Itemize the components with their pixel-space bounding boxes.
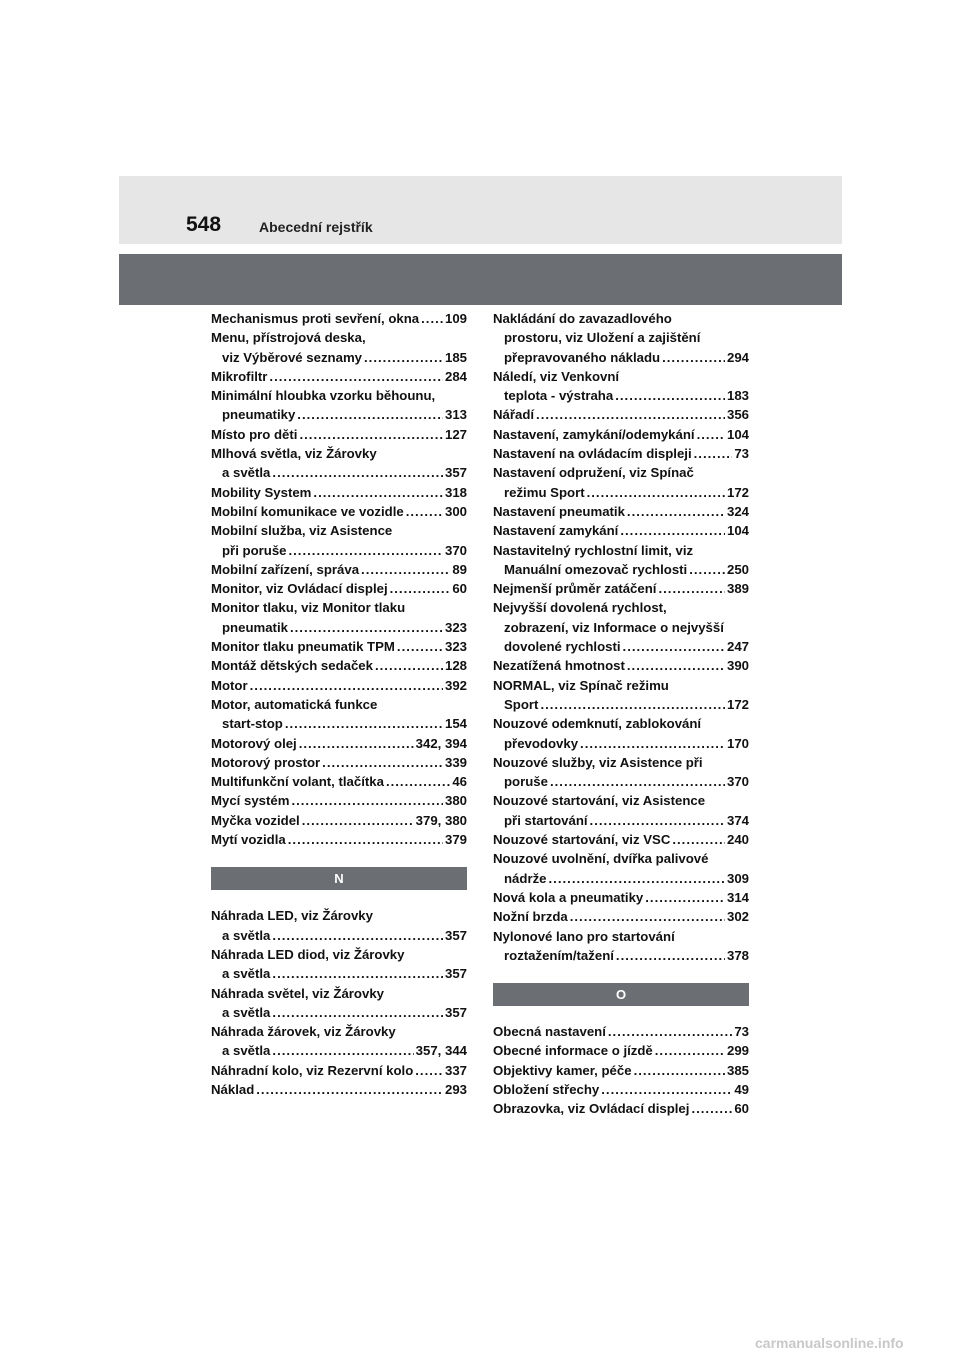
index-entry — [493, 656, 749, 675]
entry-page-number: 323 — [444, 619, 467, 635]
entry-text: zobrazení, viz Informace o nejvyšší — [504, 619, 724, 635]
entry-page-number: 299 — [726, 1043, 749, 1059]
entry-text: a světla — [222, 927, 271, 943]
entry-text: při startování — [504, 812, 588, 828]
entry-page-number: 389 — [726, 581, 749, 597]
entry-text: Nouzové služby, viz Asistence při — [493, 754, 703, 770]
dot-leader — [620, 521, 725, 540]
dot-leader — [272, 463, 443, 482]
entry-text: Nejmenší průměr zatáčení — [493, 581, 657, 597]
entry-text: Nová kola a pneumatiky — [493, 889, 644, 905]
entry-text: Motor, automatická funkce — [211, 696, 378, 712]
entry-text: Náhrada LED diod, viz Žárovky — [211, 946, 405, 962]
dot-leader — [299, 734, 414, 753]
index-entry — [493, 598, 749, 656]
entry-text: Obecné informace o jízdě — [493, 1043, 653, 1059]
entry-text: Mycí systém — [211, 793, 290, 809]
index-entry — [211, 906, 467, 945]
index-entry — [211, 984, 467, 1023]
index-entry — [493, 444, 749, 463]
index-entry — [493, 830, 749, 849]
entry-page-number: 302 — [726, 909, 749, 925]
entry-text: režimu Sport — [504, 484, 585, 500]
index-entry — [211, 483, 467, 502]
dot-leader — [285, 714, 443, 733]
entry-page-number: 385 — [726, 1062, 749, 1078]
entry-text: Minimální hloubka vzorku běhounu, — [211, 388, 436, 404]
entry-page-number: 379, 380 — [415, 812, 467, 828]
index-entry — [493, 888, 749, 907]
entry-text: Mobilní služba, viz Asistence — [211, 523, 393, 539]
entry-text: Montáž dětských sedaček — [211, 658, 373, 674]
entry-page-number: 318 — [444, 484, 467, 500]
dot-leader — [397, 637, 443, 656]
entry-text: Mobility System — [211, 484, 312, 500]
dot-leader — [616, 946, 725, 965]
dot-leader — [658, 579, 725, 598]
entry-text: Náhrada světel, viz Žárovky — [211, 985, 384, 1001]
dot-leader — [302, 811, 414, 830]
entry-text: Náhrada LED, viz Žárovky — [211, 908, 373, 924]
entry-text: Nejvyšší dovolená rychlost, — [493, 600, 667, 616]
index-entry — [211, 830, 467, 849]
index-entry — [493, 1080, 749, 1099]
entry-text: prostoru, viz Uložení a zajištění — [504, 330, 701, 346]
dot-leader — [608, 1022, 732, 1041]
entry-text: Náhrada žárovek, viz Žárovky — [211, 1024, 396, 1040]
entry-page-number: 378 — [726, 947, 749, 963]
entry-text: Sport — [504, 696, 539, 712]
entry-text: viz Výběrové seznamy — [222, 349, 363, 365]
index-entry — [493, 791, 749, 830]
index-entry — [211, 425, 467, 444]
entry-text: Multifunkční volant, tlačítka — [211, 774, 384, 790]
entry-page-number: 89 — [452, 561, 467, 577]
dot-leader — [672, 830, 725, 849]
entry-page-number: 60 — [734, 1101, 749, 1117]
entry-text: a světla — [222, 1043, 271, 1059]
index-entry — [211, 521, 467, 560]
index-entry — [211, 598, 467, 637]
dot-leader — [288, 830, 443, 849]
header-band — [119, 176, 842, 244]
dot-leader — [550, 772, 725, 791]
entry-text: a světla — [222, 1004, 271, 1020]
dot-leader — [549, 869, 725, 888]
entry-text: Mobilní zařízení, správa — [211, 561, 360, 577]
entry-text: Motorový prostor — [211, 754, 321, 770]
entry-page-number: 379 — [444, 832, 467, 848]
dot-leader — [299, 425, 443, 444]
entry-text: a světla — [222, 966, 271, 982]
dot-leader — [250, 676, 443, 695]
entry-page-number: 247 — [726, 639, 749, 655]
index-entry — [493, 753, 749, 792]
dot-leader — [375, 656, 443, 675]
entry-page-number: 357 — [444, 927, 467, 943]
index-entry — [493, 927, 749, 966]
entry-page-number: 313 — [444, 407, 467, 423]
entry-page-number: 240 — [726, 832, 749, 848]
entry-text: Nouzové uvolnění, dvířka palivové — [493, 851, 709, 867]
entry-page-number: 293 — [444, 1081, 467, 1097]
entry-page-number: 172 — [726, 484, 749, 500]
entry-page-number: 380 — [444, 793, 467, 809]
entry-text: start-stop — [222, 716, 283, 732]
entry-page-number: 170 — [726, 735, 749, 751]
entry-text: Motor — [211, 677, 248, 693]
index-entry — [493, 425, 749, 444]
entry-text: roztažením/tažení — [504, 947, 614, 963]
dot-leader — [689, 560, 725, 579]
index-entry — [211, 1061, 467, 1080]
dot-leader — [623, 637, 725, 656]
entry-text: Nožní brzda — [493, 909, 568, 925]
entry-page-number: 127 — [444, 426, 467, 442]
entry-text: Monitor tlaku pneumatik TPM — [211, 639, 395, 655]
entry-text: Nouzové startování, viz VSC — [493, 832, 671, 848]
index-entry — [211, 386, 467, 425]
entry-text: a světla — [222, 465, 271, 481]
entry-text: Náledí, viz Venkovní — [493, 368, 620, 384]
entry-page-number: 370 — [726, 774, 749, 790]
index-entry — [211, 367, 467, 386]
index-entry — [211, 791, 467, 810]
index-entry — [211, 1080, 467, 1099]
entry-page-number: 154 — [444, 716, 467, 732]
dot-leader — [536, 405, 725, 424]
entry-page-number: 60 — [452, 581, 467, 597]
entry-text: Myčka vozidel — [211, 812, 300, 828]
entry-page-number: 324 — [726, 503, 749, 519]
letter-heading: O — [493, 983, 749, 1006]
dot-leader — [615, 386, 725, 405]
entry-page-number: 323 — [444, 639, 467, 655]
entry-page-number: 374 — [726, 812, 749, 828]
index-entry — [493, 463, 749, 502]
dot-leader — [406, 502, 443, 521]
index-entry — [493, 521, 749, 540]
dot-leader — [269, 367, 443, 386]
entry-text: Objektivy kamer, péče — [493, 1062, 632, 1078]
entry-page-number: 357 — [444, 966, 467, 982]
dot-leader — [386, 772, 450, 791]
entry-page-number: 109 — [444, 311, 467, 326]
index-entry — [211, 753, 467, 772]
entry-text: nádrže — [504, 870, 547, 886]
entry-page-number: 73 — [734, 1024, 749, 1040]
entry-page-number: 250 — [726, 561, 749, 577]
entry-text: Náhradní kolo, viz Rezervní kolo — [211, 1062, 414, 1078]
index-entry — [493, 1061, 749, 1080]
entry-text: Nastavení odpružení, viz Spínač — [493, 465, 694, 481]
header-dark-band — [119, 254, 842, 305]
entry-text: Nastavení, zamykání/odemykání — [493, 426, 695, 442]
dot-leader — [645, 888, 725, 907]
index-entry — [493, 502, 749, 521]
index-entry — [211, 328, 467, 367]
entry-page-number: 300 — [444, 503, 467, 519]
entry-text: Motorový olej — [211, 735, 297, 751]
index-column-left — [211, 309, 467, 1099]
index-entry — [211, 637, 467, 656]
entry-page-number: 104 — [726, 523, 749, 539]
index-entry — [493, 309, 749, 367]
dot-leader — [662, 348, 725, 367]
entry-text: pneumatik — [222, 619, 288, 635]
dot-leader — [361, 560, 450, 579]
dot-leader — [415, 1061, 443, 1080]
dot-leader — [288, 541, 443, 560]
entry-text: Nouzové startování, viz Asistence — [493, 793, 706, 809]
dot-leader — [627, 502, 725, 521]
section-title: Abecední rejstřík — [259, 219, 373, 235]
page-number: 548 — [186, 213, 222, 236]
dot-leader — [694, 444, 733, 463]
entry-text: Mobilní komunikace ve vozidle — [211, 503, 404, 519]
entry-text: Nastavení pneumatik — [493, 503, 625, 519]
entry-page-number: 357 — [444, 1004, 467, 1020]
index-entry — [493, 405, 749, 424]
entry-page-number: 294 — [726, 349, 749, 365]
dot-leader — [634, 1061, 725, 1080]
entry-text: NORMAL, viz Spínač režimu — [493, 677, 669, 693]
entry-text: Nastavení na ovládacím displeji — [493, 446, 692, 462]
dot-leader — [697, 425, 725, 444]
entry-page-number: 73 — [734, 446, 749, 462]
entry-text: Nakládání do zavazadlového — [493, 311, 672, 326]
index-entry — [211, 676, 467, 695]
entry-page-number: 342, 394 — [415, 735, 467, 751]
index-entry — [211, 444, 467, 483]
dot-leader — [570, 907, 725, 926]
index-entry — [211, 772, 467, 791]
index-entry — [493, 1041, 749, 1060]
entry-text: Mlhová světla, viz Žárovky — [211, 446, 377, 462]
dot-leader — [272, 1041, 413, 1060]
dot-leader — [627, 656, 725, 675]
entry-text: Mechanismus proti sevření, okna — [211, 311, 420, 326]
index-column-right — [493, 309, 749, 1119]
entry-text: Manuální omezovač rychlosti — [504, 561, 688, 577]
entry-page-number: 183 — [726, 388, 749, 404]
entry-text: Mikrofiltr — [211, 368, 268, 384]
entry-page-number: 370 — [444, 542, 467, 558]
dot-leader — [691, 1099, 732, 1118]
index-entry — [211, 579, 467, 598]
dot-leader — [297, 405, 443, 424]
entry-text: Obrazovka, viz Ovládací displej — [493, 1101, 690, 1117]
entry-text: pneumatiky — [222, 407, 296, 423]
dot-leader — [540, 695, 725, 714]
entry-text: při poruše — [222, 542, 287, 558]
index-entry — [211, 656, 467, 675]
entry-page-number: 309 — [726, 870, 749, 886]
dot-leader — [655, 1041, 725, 1060]
entry-page-number: 49 — [734, 1081, 749, 1097]
index-entry — [211, 734, 467, 753]
entry-page-number: 356 — [726, 407, 749, 423]
entry-page-number: 284 — [444, 368, 467, 384]
entry-text: Obecná nastavení — [493, 1024, 606, 1040]
index-entry — [211, 1022, 467, 1061]
entry-page-number: 339 — [444, 754, 467, 770]
entry-text: poruše — [504, 774, 548, 790]
entry-page-number: 104 — [726, 426, 749, 442]
entry-text: Monitor, viz Ovládací displej — [211, 581, 388, 597]
entry-text: Náklad — [211, 1081, 255, 1097]
entry-text: Nastavení zamykání — [493, 523, 619, 539]
entry-text: Místo pro děti — [211, 426, 298, 442]
index-entry — [493, 579, 749, 598]
entry-page-number: 357 — [444, 465, 467, 481]
index-entry — [493, 907, 749, 926]
entry-page-number: 185 — [444, 349, 467, 365]
index-entry — [211, 560, 467, 579]
dot-leader — [364, 348, 443, 367]
index-entry — [493, 367, 749, 406]
index-entry — [493, 541, 749, 580]
dot-leader — [256, 1080, 443, 1099]
index-entry — [493, 676, 749, 715]
entry-text: Monitor tlaku, viz Monitor tlaku — [211, 600, 406, 616]
dot-leader — [322, 753, 443, 772]
entry-text: Nezatížená hmotnost — [493, 658, 625, 674]
dot-leader — [290, 618, 443, 637]
entry-text: teplota - výstraha — [504, 388, 614, 404]
entry-page-number: 392 — [444, 677, 467, 693]
index-entry — [211, 945, 467, 984]
dot-leader — [580, 734, 725, 753]
entry-page-number: 357, 344 — [415, 1043, 467, 1059]
dot-leader — [590, 811, 725, 830]
dot-leader — [272, 1003, 443, 1022]
entry-text: Menu, přístrojová deska, — [211, 330, 366, 346]
dot-leader — [313, 483, 443, 502]
entry-text: převodovky — [504, 735, 579, 751]
entry-page-number: 337 — [444, 1062, 467, 1078]
entry-page-number: 314 — [726, 889, 749, 905]
index-entry — [211, 811, 467, 830]
entry-page-number: 172 — [726, 696, 749, 712]
dot-leader — [601, 1080, 732, 1099]
watermark: carmanualsonline.info — [755, 1335, 904, 1351]
dot-leader — [272, 964, 443, 983]
dot-leader — [390, 579, 451, 598]
entry-text: Nylonové lano pro startování — [493, 928, 675, 944]
index-entry — [493, 714, 749, 753]
entry-text: Nářadí — [493, 407, 535, 423]
index-entry — [211, 309, 467, 328]
entry-page-number: 390 — [726, 658, 749, 674]
entry-text: Mytí vozidla — [211, 832, 286, 848]
dot-leader — [291, 791, 443, 810]
dot-leader — [587, 483, 725, 502]
entry-page-number: 46 — [452, 774, 467, 790]
letter-heading: N — [211, 867, 467, 890]
index-entry — [493, 1099, 749, 1118]
dot-leader — [421, 309, 443, 328]
entry-text: dovolené rychlosti — [504, 639, 621, 655]
entry-page-number: 128 — [444, 658, 467, 674]
index-entry — [493, 1022, 749, 1041]
entry-text: Obložení střechy — [493, 1081, 600, 1097]
entry-text: Nouzové odemknutí, zablokování — [493, 716, 702, 732]
entry-text: přepravovaného nákladu — [504, 349, 661, 365]
index-entry — [493, 849, 749, 888]
index-entry — [211, 502, 467, 521]
entry-text: Nastavitelný rychlostní limit, viz — [493, 542, 694, 558]
dot-leader — [272, 926, 443, 945]
index-entry — [211, 695, 467, 734]
